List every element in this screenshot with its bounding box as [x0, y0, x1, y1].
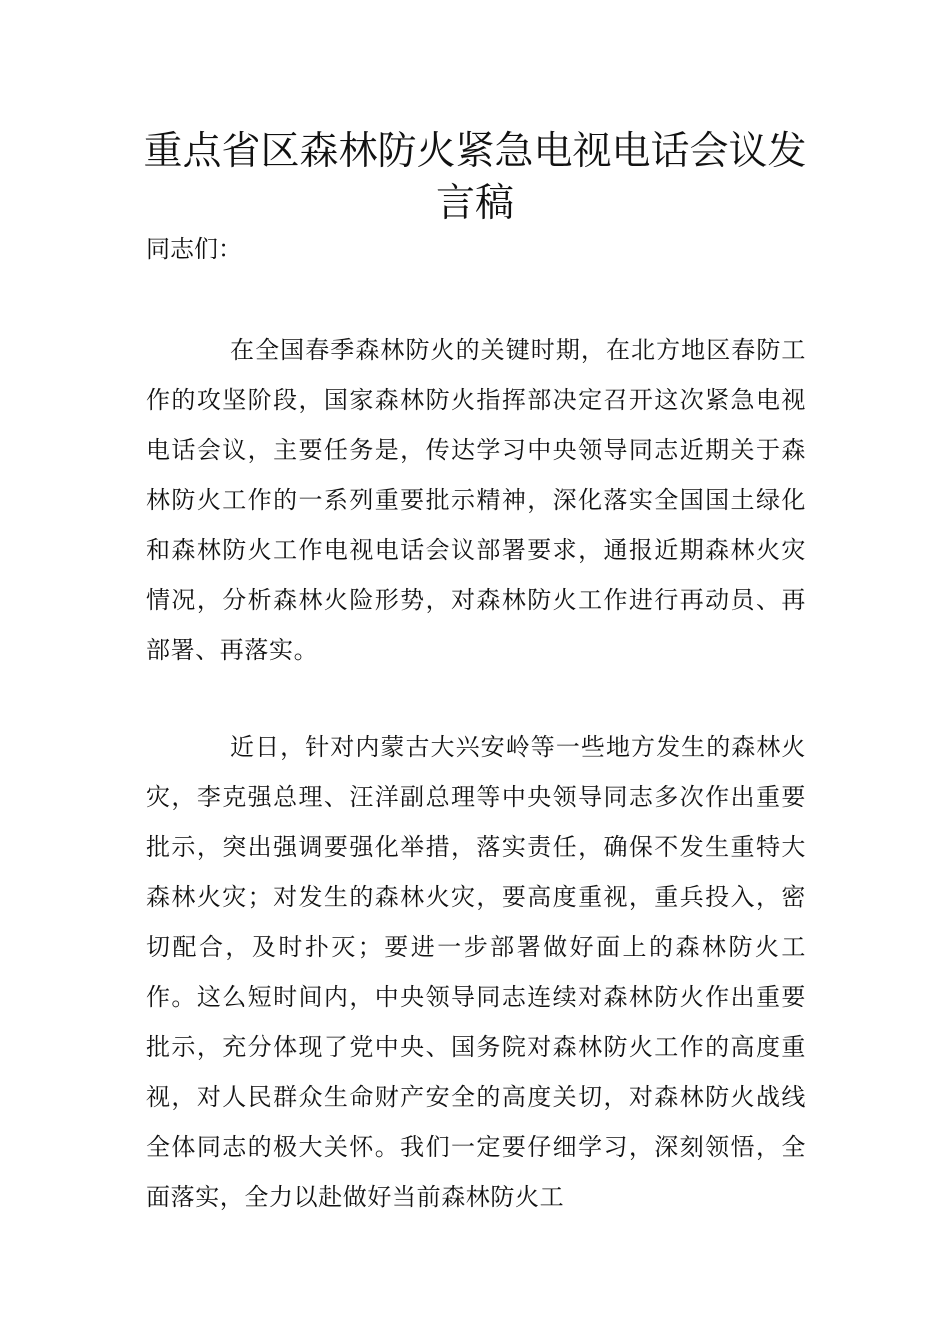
- body-paragraph-1: 在全国春季森林防火的关键时期，在北方地区春防工作的攻坚阶段，国家森林防火指挥部决定召开这次紧急电视电话会议，主要任务是，传达学习中央领导同志近期关于森林防火工作的一系列重要批示精神，深化落实全国国土绿化和森林防火工作电视电话会议部署要求，通报近期森林火灾情况，分析森林火险形势，对森林防火工作进行再动员、再部署、再落实。: [146, 336, 806, 664]
- document-title: 重点省区森林防火紧急电视电话会议发言稿: [143, 129, 807, 226]
- body-paragraph-2: 近日，针对内蒙古大兴安岭等一些地方发生的森林火灾，李克强总理、汪洋副总理等中央领导同志多次作出重要批示，突出强调要强化举措，落实责任，确保不发生重特大森林火灾；对发生的森林火灾，要高度重视，重兵投入，密切配合，及时扑灭；要进一步部署做好面上的森林防火工作。这么短时间内，中央领导同志连续对森林防火作出重要批示，充分体现了党中央、国务院对森林防火工作的高度重视，对人民群众生命财产安全的高度关切，对森林防火战线全体同志的极大关怀。我们一定要仔细学习，深刻领悟，全面落实，全力以赴做好当前森林防火工: [146, 733, 806, 1211]
- salutation: 同志们：: [146, 235, 242, 263]
